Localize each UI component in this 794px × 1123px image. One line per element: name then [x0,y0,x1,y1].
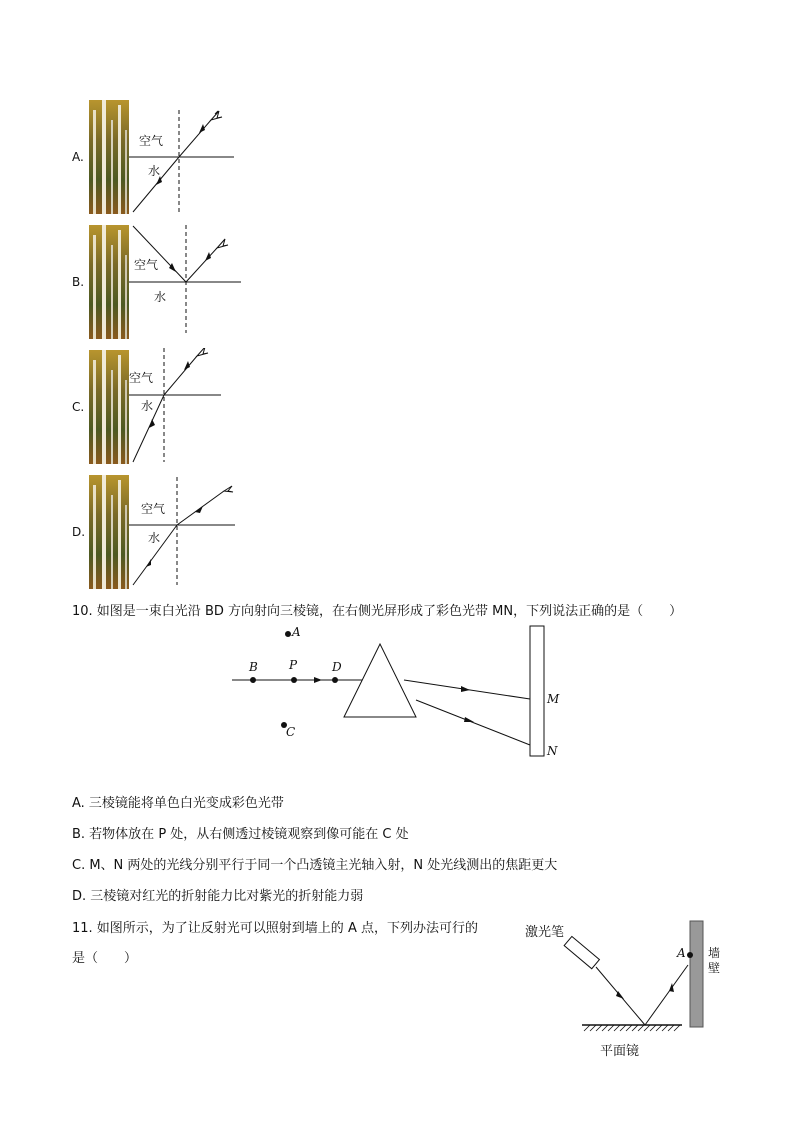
question-11-stem-line1: 11. 如图所示，为了让反射光可以照射到墙上的 A 点，下列办法可行的 [72,921,478,936]
q10-option-b[interactable]: B. 若物体放在 P 处，从右侧透过棱镜观察到像可能在 C 处 [72,827,409,842]
wall-label: 墙壁 [708,946,721,975]
point-p-label: P [289,658,298,672]
water-label: 水 [154,290,167,304]
option-a[interactable] [0,98,260,216]
option-letter: C. [72,400,85,414]
reflection-diagram-b [129,223,244,341]
air-label: 空气 [141,502,166,516]
point-m-label: M [547,692,560,706]
option-c[interactable] [0,348,260,466]
q10-option-a[interactable]: A. 三棱镜能将单色白光变成彩色光带 [72,796,284,811]
forest-photo [89,225,129,339]
forest-photo [89,350,129,464]
option-letter: D. [72,525,86,539]
forest-photo-image [89,350,129,464]
prism-diagram [228,622,568,762]
point-c-label: C [286,725,296,739]
option-b[interactable] [0,223,260,341]
option-letter: A. [72,150,84,164]
question-11-stem-line2: 是（ ） [72,951,138,966]
point-n-label: N [547,744,558,758]
mirror-figure [520,915,730,1060]
forest-photo-image [89,475,129,589]
forest-photo [89,475,129,589]
point-b-label: B [249,660,258,674]
air-label: 空气 [134,258,159,272]
option-letter: B. [72,275,85,289]
mirror-label: 平面镜 [600,1044,640,1059]
forest-photo-image [89,100,129,214]
option-d[interactable] [0,473,260,591]
laser-pen-label: 激光笔 [525,925,565,940]
refraction-diagram-d [129,473,239,591]
refraction-diagram-a [129,98,239,216]
question-10-stem: 10. 如图是一束白光沿 BD 方向射向三棱镜，在右侧光屏形成了彩色光带 MN，下列说法正确的是（ ） [72,604,683,619]
q10-option-d[interactable]: D. 三棱镜对红光的折射能力比对紫光的折射能力弱 [72,889,364,904]
point-d-label: D [332,660,342,674]
air-label: 空气 [129,371,154,385]
air-label: 空气 [139,134,164,148]
prism-figure [228,622,568,762]
point-a-label: A [677,946,686,960]
water-label: 水 [148,531,161,545]
forest-photo-image [89,225,129,339]
forest-photo [89,100,129,214]
q10-option-c[interactable]: C. M、N 两处的光线分别平行于同一个凸透镜主光轴入射，N 处光线测出的焦距更大 [72,858,558,873]
point-a-label: A [292,625,301,639]
water-label: 水 [141,399,154,413]
water-label: 水 [148,164,161,178]
